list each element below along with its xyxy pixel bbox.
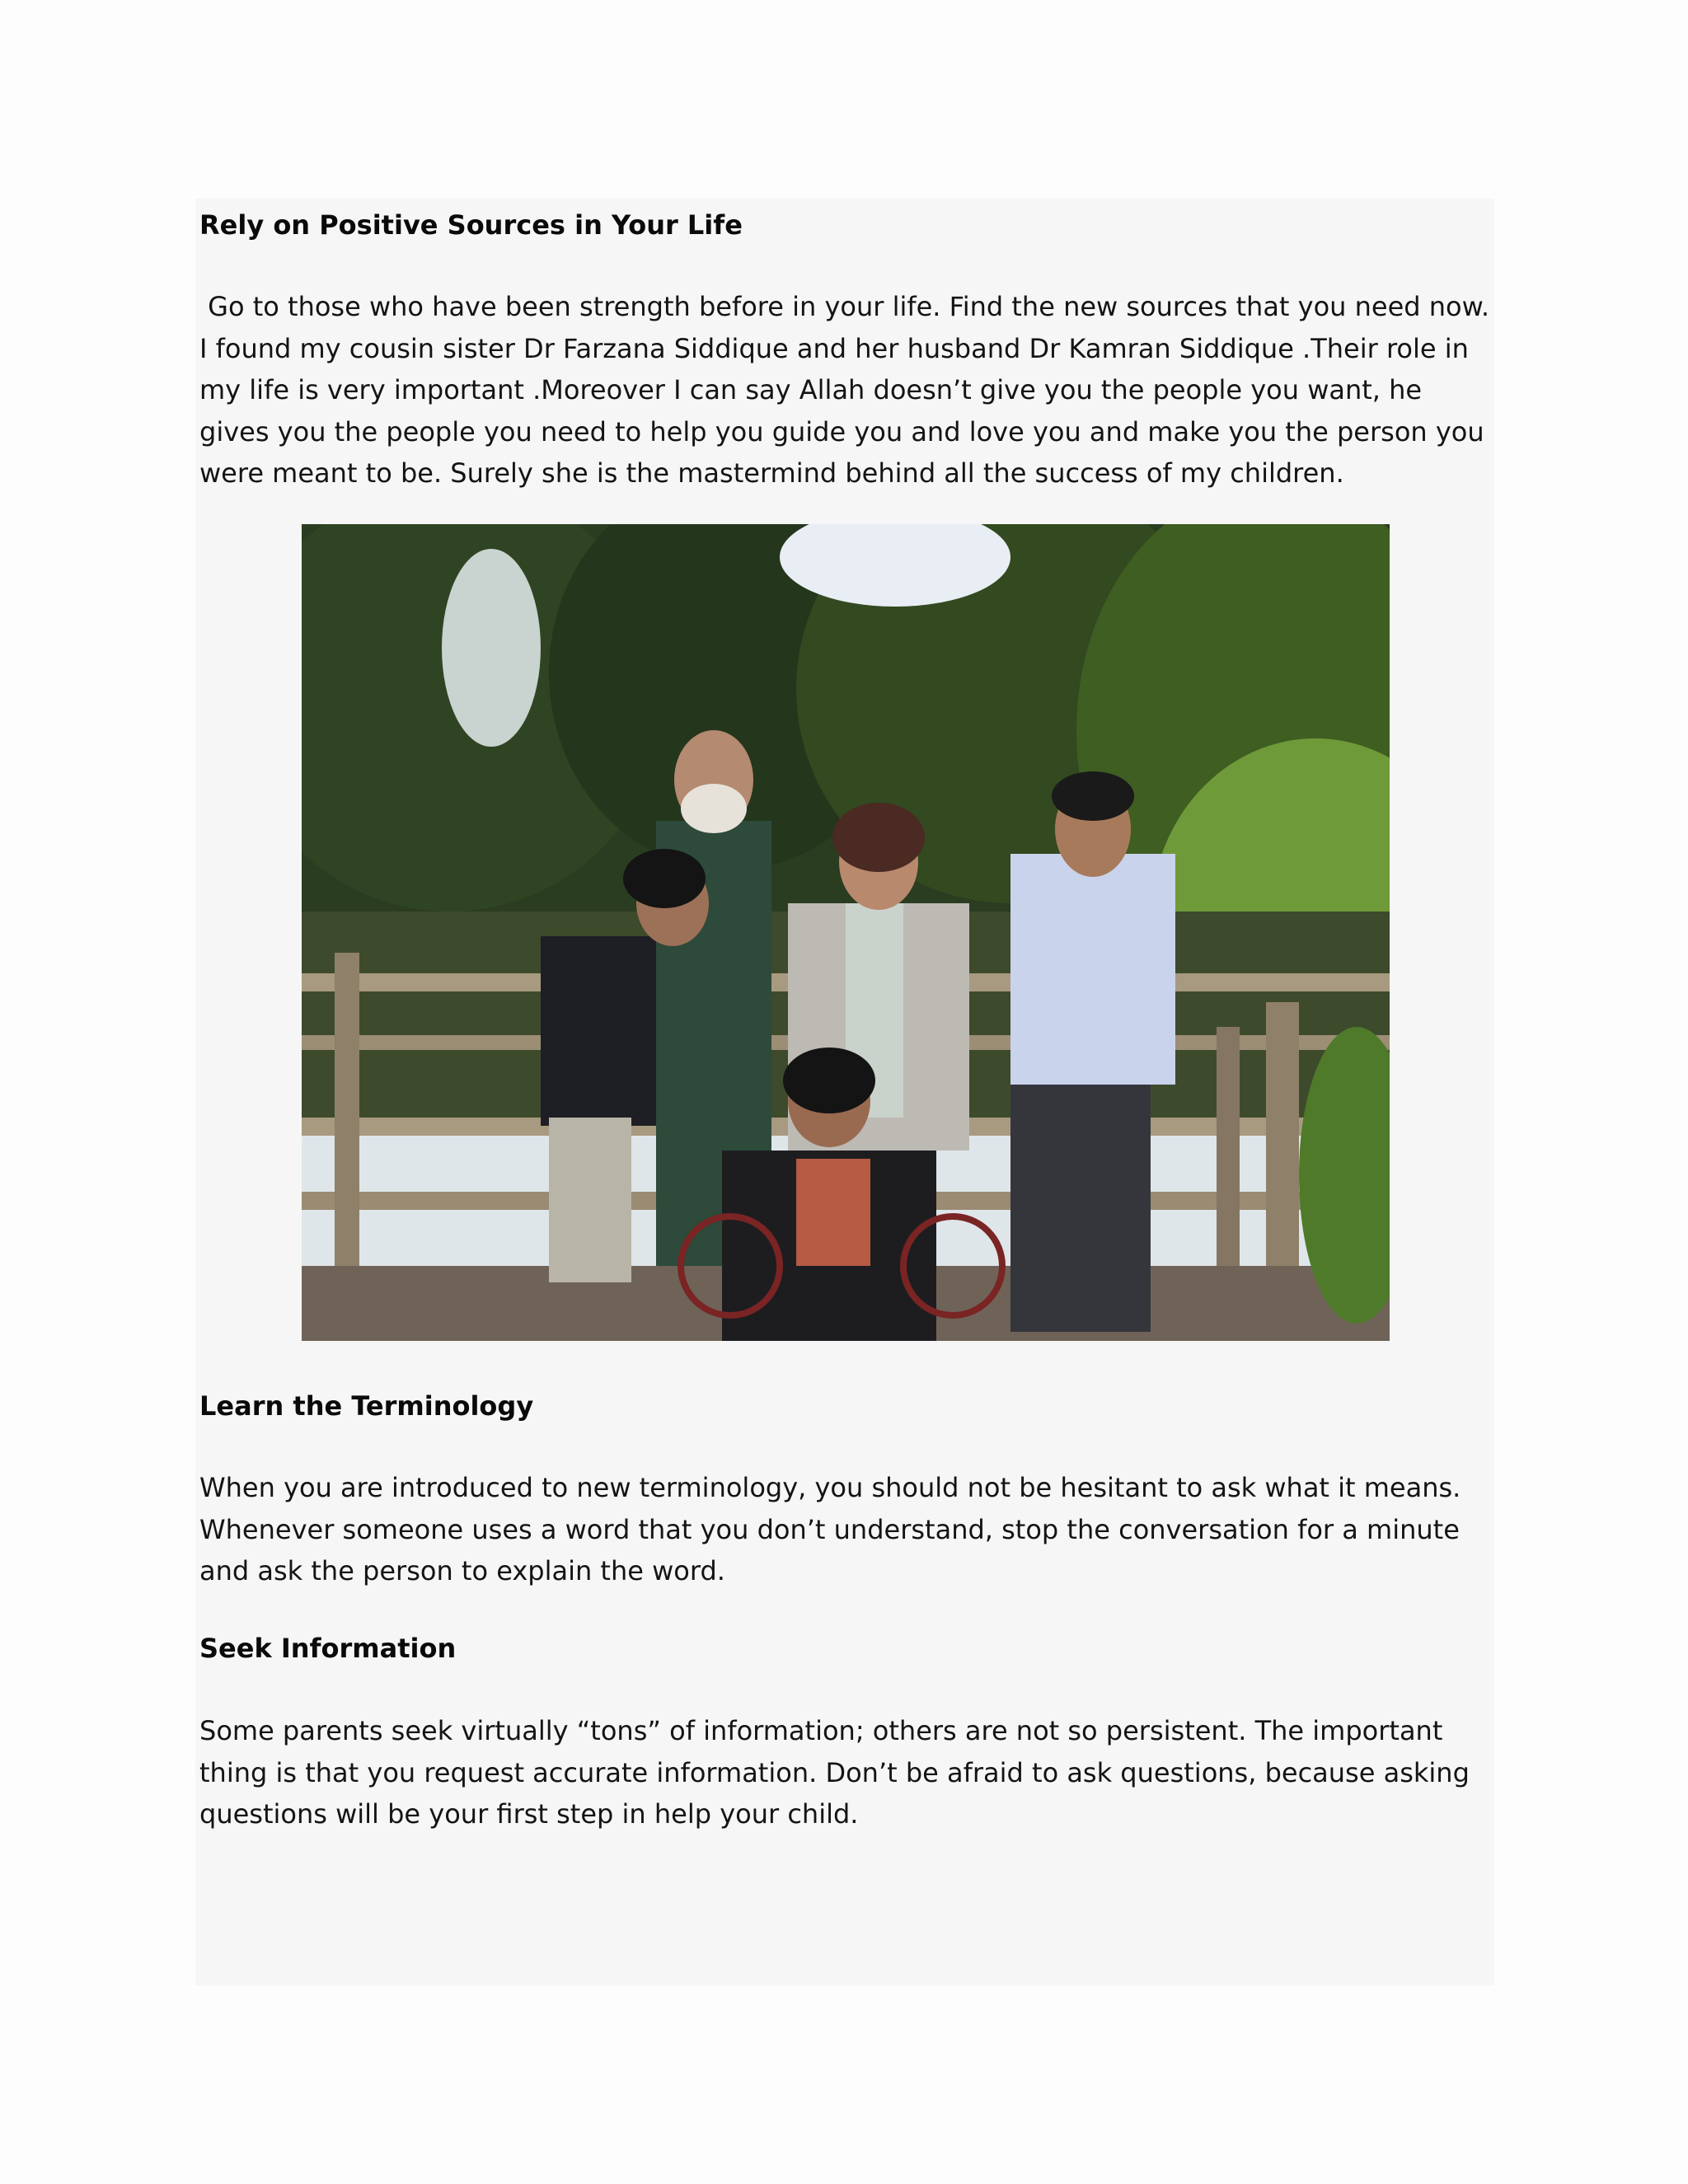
document-panel <box>195 199 1498 1985</box>
section-paragraph-seek-information: Some parents seek virtually “tons” of information; others are not so persistent. The important thing is that you request accurate information. Don’t be afraid to ask questions, because asking questions will be your first step in help your child. <box>199 1715 1479 1830</box>
family-photo-icon <box>302 524 1390 1341</box>
section-heading-terminology: Learn the Terminology <box>199 1390 534 1422</box>
section-heading-positive-sources: Rely on Positive Sources in Your Life <box>199 209 743 241</box>
section-paragraph-terminology: When you are introduced to new terminology, you should not be hesitant to ask what it means. Whenever someone uses a word that you don’t understand, stop the conversation for a minute and ask the person to explain the word. <box>199 1472 1470 1586</box>
section-paragraph-positive-sources: Go to those who have been strength before in your life. Find the new sources that you need now. I found my cousin sister Dr Farzana Siddique and her husband Dr Kamran Siddique .Their role in my life is very important .Moreover I can say Allah doesn’t give you the people you want, he gives you the people you need to help you guide you and love you and make you the person you were meant to be. Surely she is the mastermind behind all the success of my children. <box>199 291 1498 489</box>
section-heading-seek-information: Seek Information <box>199 1633 457 1664</box>
